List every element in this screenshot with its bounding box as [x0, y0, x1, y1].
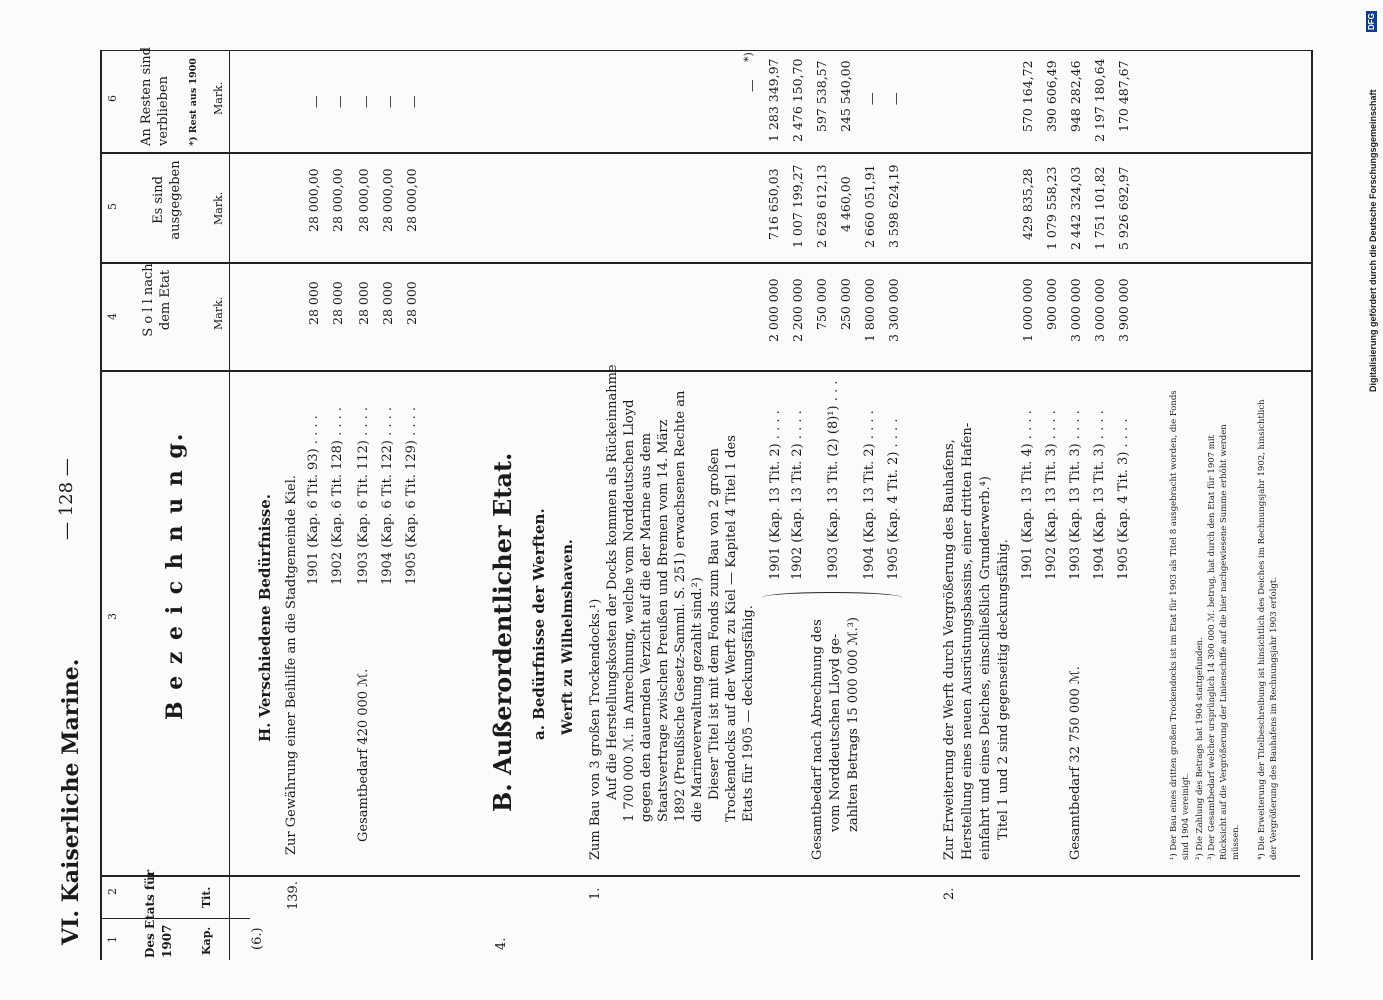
col-number-2: 2 [106, 888, 119, 895]
digitization-credit: Digitalisierung gefördert durch die Deutsche Forschungsgemeinschaft [1368, 89, 1378, 392]
section-b-werft: Werft zu Wilhelmshaven. [560, 539, 576, 735]
item2-ausgegeben: 2 442 324,03 [1068, 166, 1083, 250]
col3-col4-divider [100, 370, 1312, 372]
item1-line: Zum Bau von 3 großen Trockendocks.¹) [588, 598, 603, 860]
section-h-soll: 28 000 [404, 281, 419, 325]
col-number-5: 5 [106, 203, 119, 210]
section-h-soll: 28 000 [356, 281, 371, 325]
item1-row-label: 1904 (Kap. 13 Tit. 2) . . . . [862, 410, 877, 580]
item1-brace [762, 592, 902, 603]
section-h-row-label: 1905 (Kap. 6 Tit. 129) . . . . [404, 406, 419, 585]
page-number: — 128 — [56, 458, 77, 540]
section-h-soll: 28 000 [380, 281, 395, 325]
table-header-divider [229, 50, 230, 960]
item2-line: Zur Erweiterung der Werft durch Vergrößerung des Bauhafens, [942, 439, 957, 860]
item1-line: Etats für 1905 — deckungsfähig. [741, 605, 756, 822]
item2-rest: 390 606,49 [1044, 60, 1059, 132]
item1-rest: 597 538,57 [814, 60, 829, 132]
item1-ausgegeben: 716 650,03 [766, 168, 781, 240]
col1-label: Kap. [200, 926, 213, 955]
section-h-rest: — [382, 95, 397, 108]
item1-line: Staatsvertrage zwischen Preußen und Bremen vom 14. März [656, 419, 671, 822]
section-h-text: Zur Gewährung einer Beihilfe an die Stadtgemeinde Kiel. [284, 474, 299, 855]
item2-line: Herstellung eines neuen Ausrüstungsbassins, einer dritten Hafen- [960, 422, 975, 860]
col5-heading: Es sind ausgegeben [151, 160, 183, 240]
item1-rest: — [888, 92, 903, 105]
item1-rest: 2 476 150,70 [790, 58, 805, 142]
item1-soll: 750 000 [814, 278, 829, 330]
item1-soll: 2 000 000 [766, 278, 781, 342]
footnote: ⁴) Die Erweiterung der Titelbeschreibung ist hinsichtlich des Deiches im Rechnungsjahr 1902, hinsichtlich der Vergrößerung des Bauhafens im Rechnungsjahr 1903 erfolgt. [1257, 399, 1279, 860]
item2-ausgegeben: 429 835,28 [1020, 168, 1035, 240]
table-bottom-border [1311, 50, 1313, 960]
section-h-rest: — [308, 95, 323, 108]
item1-line: Auf die Herstellungskosten der Docks kommen als Rückeinnahme [605, 364, 620, 800]
item2-soll: 3 900 000 [1116, 278, 1131, 342]
section-h-ausgegeben: 28 000,00 [404, 168, 419, 232]
item2-ausgegeben: 1 751 101,82 [1092, 166, 1107, 250]
section-h-row-label: 1904 (Kap. 6 Tit. 122) . . . . [380, 406, 395, 585]
table-right-border [100, 50, 1312, 51]
item1-rest: — [864, 92, 879, 105]
table-top-border [100, 50, 102, 960]
item2-tit: 2. [942, 887, 957, 900]
item1-line: 1 700 000 ℳ. in Anrechnung, welche vom Norddeutschen Lloyd [622, 399, 637, 822]
item2-rest: 570 164,72 [1020, 60, 1035, 132]
section-h-ausgegeben: 28 000,00 [356, 168, 371, 232]
col-number-1: 1 [106, 936, 119, 943]
item1-ausgegeben2: 4 460,00 [838, 176, 853, 232]
section-title: VI. Kaiserliche Marine. [58, 658, 84, 945]
item1-rest: 1 283 349,97 [766, 58, 781, 142]
section-h-ausgegeben: 28 000,00 [306, 168, 321, 232]
item1-rest-star-value: — [744, 79, 759, 92]
item2-line: einfahrt und eines Deiches, einschließlich Grunderwerb.⁴) [978, 476, 993, 860]
item2-ausgegeben: 5 926 692,97 [1116, 166, 1131, 250]
col4-col5-divider [100, 262, 1312, 264]
item2-soll: 3 000 000 [1068, 278, 1083, 342]
section-h-gesamt: Gesamtbedarf 420 000 ℳ. [356, 668, 371, 842]
item2-ausgegeben: 1 079 558,23 [1044, 166, 1059, 250]
item1-row-label: 1902 (Kap. 13 Tit. 2) . . . . [790, 410, 805, 580]
section-h-soll: 28 000 [330, 281, 345, 325]
col4-heading: S o l l nach dem Etat [141, 263, 173, 337]
col6-note: *) Rest aus 1900 [188, 58, 199, 146]
item1-row-label: 1905 (Kap. 4 Tit. 2) . . . . [886, 418, 901, 580]
item2-line: Titel 1 und 2 sind gegenseitig deckungsfähig. [996, 539, 1011, 840]
item2-soll: 900 000 [1044, 278, 1059, 330]
section-b-title: B. Außerordentlicher Etat. [488, 452, 517, 812]
item2-rest: 2 197 180,64 [1092, 58, 1107, 142]
section-h-tit: 139. [286, 881, 301, 910]
item1-line: Dieser Titel ist mit dem Fonds zum Bau von 2 großen [707, 448, 722, 800]
col6-heading: An Resten sind verblieben [139, 47, 171, 146]
item1-tit: 1. [588, 887, 603, 900]
col-number-3: 3 [106, 613, 119, 620]
item1-soll: 1 800 000 [862, 278, 877, 342]
item2-row-label: 1902 (Kap. 13 Tit. 3) . . . . [1044, 410, 1059, 580]
section-b-kap: 4. [494, 937, 509, 950]
item2-soll: 1 000 000 [1020, 278, 1035, 342]
item2-rest: 948 282,46 [1068, 60, 1083, 132]
item1-line: 1892 (Preußische Gesetz-Samml. S. 251) erwachsenen Rechte an [673, 390, 688, 822]
item1-ausgegeben: 3 598 624,19 [886, 164, 901, 248]
section-h-rest: — [406, 95, 421, 108]
footnote: ¹) Der Bau eines dritten großen Trockendocks ist im Etat für 1903 als Titel 8 ausgebracht worden, die Fonds sind 1904 vereinigt. [1169, 390, 1191, 860]
item1-ausgegeben: 2 628 612,13 [814, 164, 829, 248]
col12-heading: Des Etats für 1907 [143, 869, 174, 958]
item1-line: gegen den dauernden Verzicht auf die der Marine aus dem [639, 432, 654, 822]
item1-ausgegeben: 1 007 199,27 [790, 164, 805, 248]
section-h-soll: 28 000 [306, 281, 321, 325]
section-b-subtitle: a. Bedürfnisse der Werften. [530, 508, 548, 740]
section-h-rest: — [358, 95, 373, 108]
section-h-row-label: 1901 (Kap. 6 Tit. 93) . . . . [306, 415, 321, 585]
item2-row-label: 1905 (Kap. 4 Tit. 3) . . . . [1116, 418, 1131, 580]
item1-rest-star: *) [742, 52, 755, 62]
footnote: ²) Die Zahlung des Betrags hat 1904 stattgefunden. [1195, 637, 1205, 860]
item1-line: die Marineverwaltung gezahlt sind.²) [690, 577, 705, 822]
dfg-logo: DFG [1367, 13, 1376, 30]
item1-ausgegeben: 2 660 051,91 [862, 164, 877, 248]
item2-soll: 3 000 000 [1092, 278, 1107, 342]
col5-col6-divider [100, 152, 1312, 154]
section-h-ausgegeben: 28 000,00 [380, 168, 395, 232]
section-h-kap: (6.) [250, 927, 265, 950]
item1-gesamt-line: vom Norddeutschen Lloyd ge- [828, 633, 843, 832]
item1-line: Trockendocks auf der Werft zu Kiel — Kapitel 4 Titel 1 des [724, 435, 739, 822]
col-number-4: 4 [106, 313, 119, 320]
col3-heading: B e z e i c h n u n g. [162, 431, 188, 720]
item1-row-label: 1901 (Kap. 13 Tit. 2) . . . . [768, 410, 783, 580]
item2-row-label: 1904 (Kap. 13 Tit. 3) . . . . [1092, 410, 1107, 580]
item2-row-label: 1903 (Kap. 13 Tit. 3) . . . . [1068, 410, 1083, 580]
item1-rest2: 245 540,00 [838, 60, 853, 132]
col-number-6: 6 [106, 95, 119, 102]
item2-rest: 170 487,67 [1116, 60, 1131, 132]
col6-unit: Mark. [212, 81, 225, 115]
section-h-row-label: 1902 (Kap. 6 Tit. 128) . . . . [330, 406, 345, 585]
item1-gesamt-line: Gesamtbedarf nach Abrechnung des [810, 619, 825, 860]
section-h-heading: H. Verschiedene Bedürfnisse. [256, 494, 274, 742]
item1-soll: 3 300 000 [886, 278, 901, 342]
col4-unit: Mark. [212, 296, 225, 330]
section-h-rest: — [332, 95, 347, 108]
section-h-ausgegeben: 28 000,00 [330, 168, 345, 232]
col5-unit: Mark. [212, 191, 225, 225]
footnote: ³) Der Gesamtbedarf welcher ursprünglich 14 300 000 ℳ. betrug, hat durch den Etat für 1907 mit Rücksicht auf die Vergrößerung der Linienschiffe auf die hier nachgewiesene Summe erhöht werden müssen. [1207, 424, 1241, 860]
col2-col3-divider [100, 875, 1300, 877]
section-h-row-label: 1903 (Kap. 6 Tit. 112) . . . . [356, 406, 371, 585]
col2-label: Tit. [200, 886, 213, 908]
item2-row-label: 1901 (Kap. 13 Tit. 4) . . . . [1020, 410, 1035, 580]
item2-gesamt: Gesamtbedarf 32 750 000 ℳ. [1068, 666, 1083, 860]
item1-gesamt-line: zahlten Betrags 15 000 000 ℳ.³) [846, 617, 861, 832]
item1-soll2: 250 000 [838, 278, 853, 330]
item1-row-label: 1903 (Kap. 13 Tit. (2) (8)¹) . . . [826, 380, 841, 580]
item1-soll: 2 200 000 [790, 278, 805, 342]
